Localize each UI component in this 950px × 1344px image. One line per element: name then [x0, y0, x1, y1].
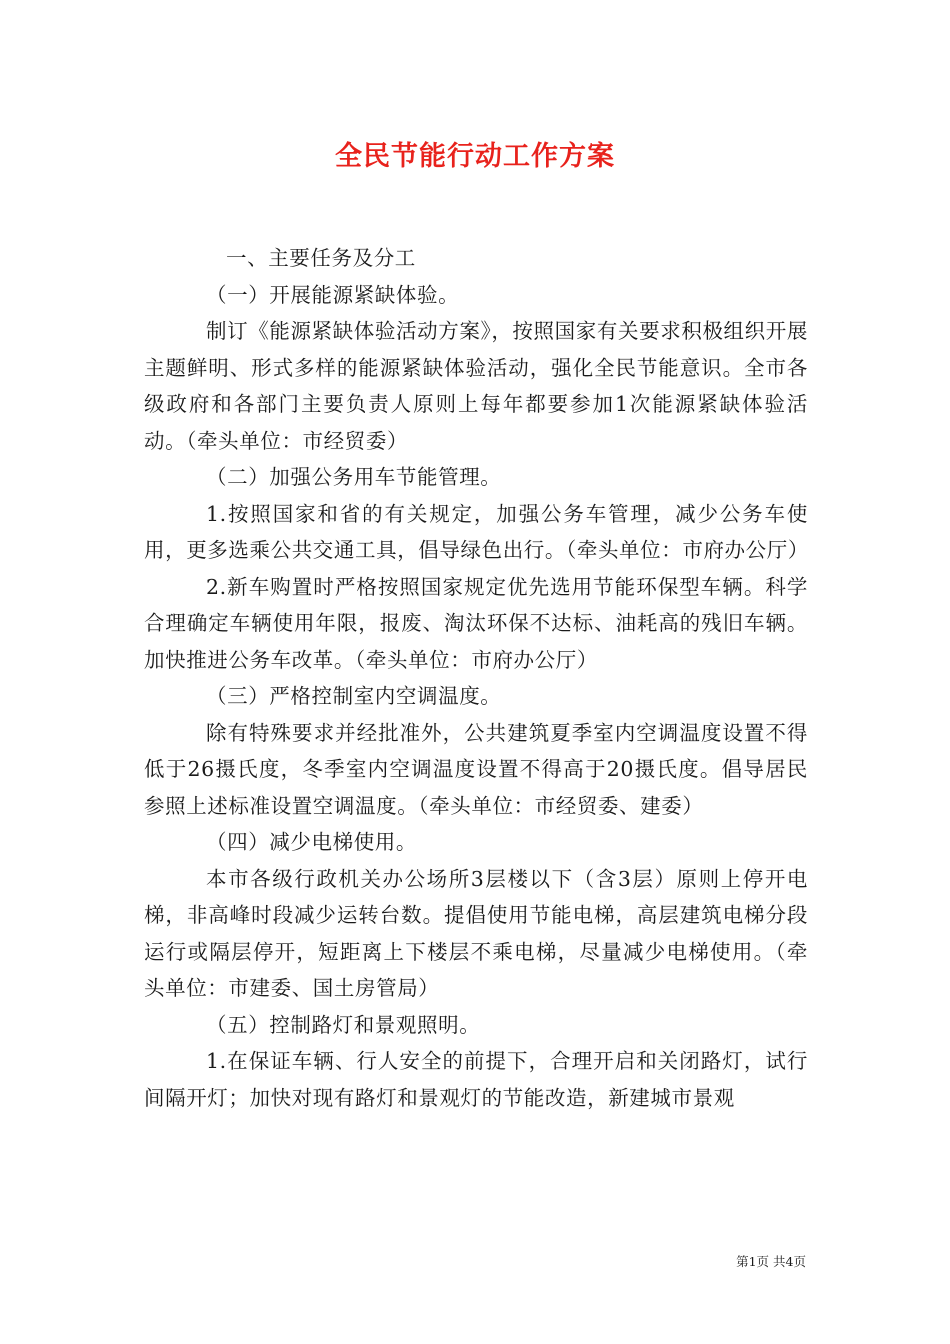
- document-title: 全民节能行动工作方案: [335, 141, 615, 172]
- document-body: [144, 240, 808, 1116]
- paragraph: 1.在保证车辆、行人安全的前提下，合理开启和关闭路灯，试行间隔开灯；加快对现有路灯和景观灯的节能改造，新建城市景观: [144, 1049, 808, 1110]
- subsection-heading: （五）控制路灯和景观照明。: [206, 1012, 481, 1037]
- page-number: 第1页 共4页: [736, 1254, 806, 1269]
- subsection-heading: （一）开展能源紧缺体验。: [206, 282, 460, 307]
- paragraph: 制订《能源紧缺体验活动方案》，按照国家有关要求积极组织开展主题鲜明、形式多样的能源紧缺体验活动，强化全民节能意识。全市各级政府和各部门主要负责人原则上每年都要参加1次能源紧缺体验活动。（牵头单位：市经贸委）: [144, 319, 808, 453]
- paragraph: 除有特殊要求并经批准外，公共建筑夏季室内空调温度设置不得低于26摄氏度，冬季室内空调温度设置不得高于20摄氏度。倡导居民参照上述标准设置空调温度。（牵头单位：市经贸委、建委）: [144, 720, 808, 818]
- paragraph: 本市各级行政机关办公场所3层楼以下（含3层）原则上停开电梯，非高峰时段减少运转台数。提倡使用节能电梯，高层建筑电梯分段运行或隔层停开，短距离上下楼层不乘电梯，尽量减少电梯使用。（牵头单位：市建委、国土房管局）: [144, 866, 808, 1000]
- paragraph: 2.新车购置时严格按照国家规定优先选用节能环保型车辆。科学合理确定车辆使用年限，报废、淘汰环保不达标、油耗高的残旧车辆。加快推进公务车改革。（牵头单位：市府办公厅）: [144, 574, 808, 672]
- section-heading: 一、主要任务及分工: [226, 246, 416, 270]
- paragraph: 1.按照国家和省的有关规定，加强公务车管理，减少公务车使用，更多选乘公共交通工具，倡导绿色出行。（牵头单位：市府办公厅）: [144, 501, 809, 562]
- subsection-heading: （四）减少电梯使用。: [206, 830, 417, 854]
- subsection-heading: （三）严格控制室内空调温度。: [206, 684, 502, 708]
- subsection-heading: （二）加强公务用车节能管理。: [206, 465, 502, 489]
